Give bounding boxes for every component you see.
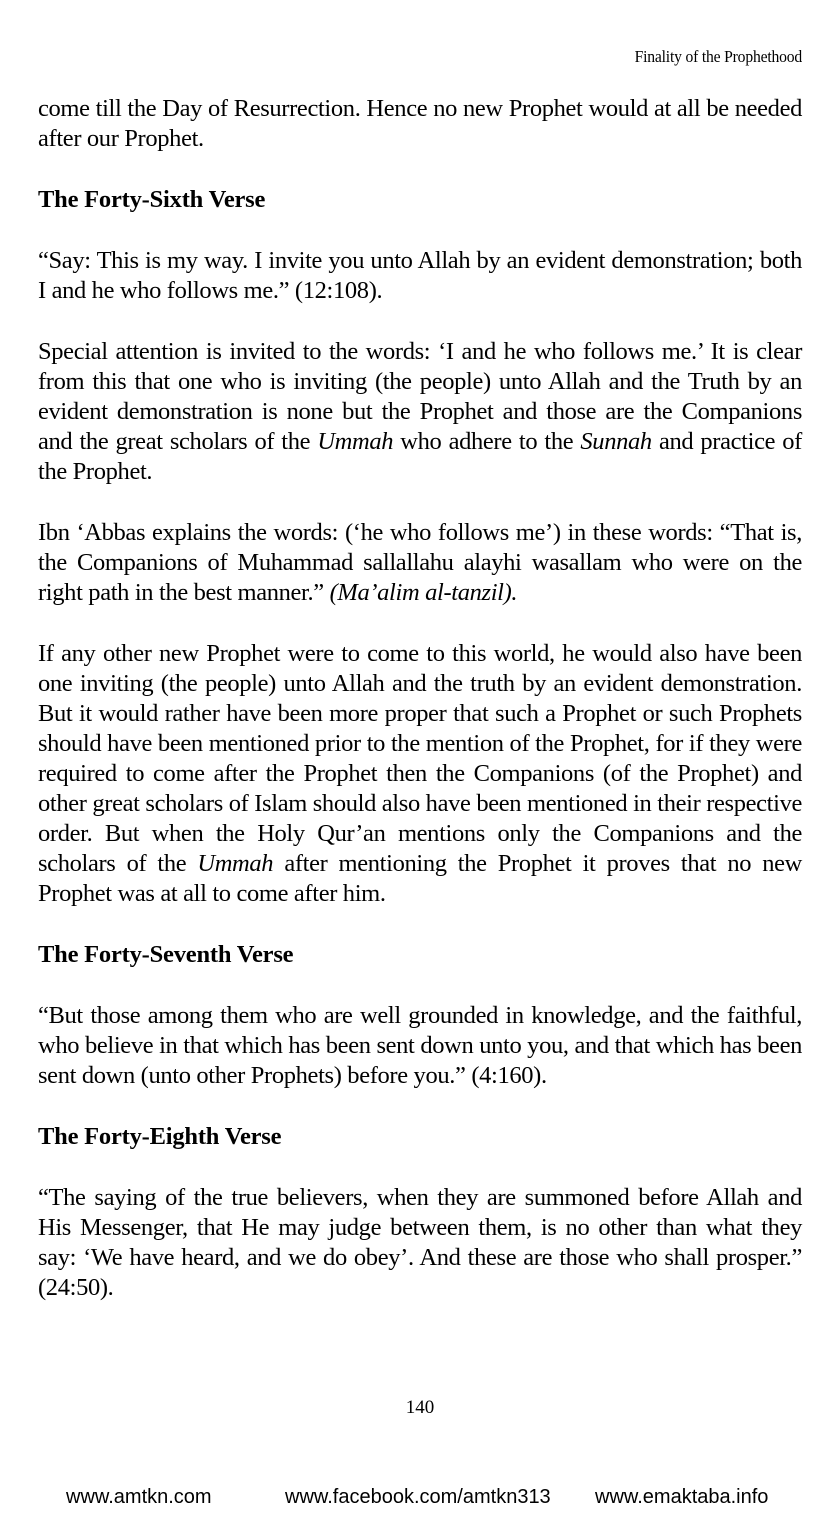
page-number: 140 bbox=[405, 1397, 435, 1418]
text-span: and practice of the Prophet. bbox=[38, 428, 802, 485]
section-heading-forty-eighth-verse: The Forty-Eighth Verse bbox=[38, 1123, 282, 1150]
italic-term-sunnah: Sunnah bbox=[580, 428, 652, 455]
paragraph-any-other-prophet bbox=[38, 639, 802, 909]
italic-term-ummah: Ummah bbox=[197, 850, 274, 877]
footer-link-amtkn[interactable]: www.amtkn.com bbox=[66, 1486, 212, 1508]
italic-citation: (Ma’alim al-tanzil). bbox=[329, 579, 518, 606]
text-span: who adhere to the bbox=[393, 428, 581, 455]
text-span: If any other new Prophet were to come to this world, he would also have been one inviting (the people) unto Allah and the truth by an evident demonstration. But it would rather have been more proper that such a Prophet or such Prophets should have been mentioned prior to the mention of the Prophet, for if they were required to come after the Prophet then the Companions (of the Prophet) and other great scholars of Islam should also have been mentioned in their respective order. But when the Holy Qur’an mentions only the Companions and the scholars of the bbox=[38, 640, 802, 877]
quote-12-108: “Say: This is my way. I invite you unto Allah by an evident demonstration; both I and he who follows me.” (12:108). bbox=[38, 247, 802, 304]
quote-24-50: “The saying of the true believers, when they are summoned before Allah and His Messenger, that He may judge between them, is no other than what they say: ‘We have heard, and we do obey’. And these are those who shall prosper.” (24:50). bbox=[38, 1184, 802, 1301]
text-span: Special attention is invited to the words: ‘I and he who follows me.’ It is clear from this that one who is inviting (the people) unto Allah and the Truth by an evident demonstration is none but the Prophet and those are the Companions and the great scholars of the bbox=[38, 338, 802, 455]
page-body bbox=[38, 94, 802, 1303]
footer-link-emaktaba[interactable]: www.emaktaba.info bbox=[595, 1486, 769, 1508]
quote-4-160: “But those among them who are well grounded in knowledge, and the faithful, who believe in that which has been sent down unto you, and that which has been sent down (unto other Prophets) before you.” (4:160). bbox=[38, 1002, 802, 1089]
text-span: Ibn ‘Abbas explains the words: (‘he who follows me’) in these words: “That is, the Companions of Muhammad sallallahu alayhi wasallam who were on the right path in the best manner.” bbox=[38, 519, 802, 606]
paragraph-ibn-abbas bbox=[38, 518, 802, 608]
footer bbox=[0, 1486, 840, 1516]
paragraph-1: come till the Day of Resurrection. Hence no new Prophet would at all be needed after our Prophet. bbox=[38, 95, 802, 152]
italic-term-ummah: Ummah bbox=[317, 428, 394, 455]
section-heading-forty-seventh-verse: The Forty-Seventh Verse bbox=[38, 941, 294, 968]
paragraph-special-attention bbox=[38, 337, 802, 487]
running-header: Finality of the Prophethood bbox=[634, 47, 802, 66]
section-heading-forty-sixth-verse: The Forty-Sixth Verse bbox=[38, 186, 266, 213]
footer-link-facebook[interactable]: www.facebook.com/amtkn313 bbox=[285, 1486, 551, 1508]
text-span: after mentioning the Prophet it proves that no new Prophet was at all to come after him. bbox=[38, 850, 802, 907]
